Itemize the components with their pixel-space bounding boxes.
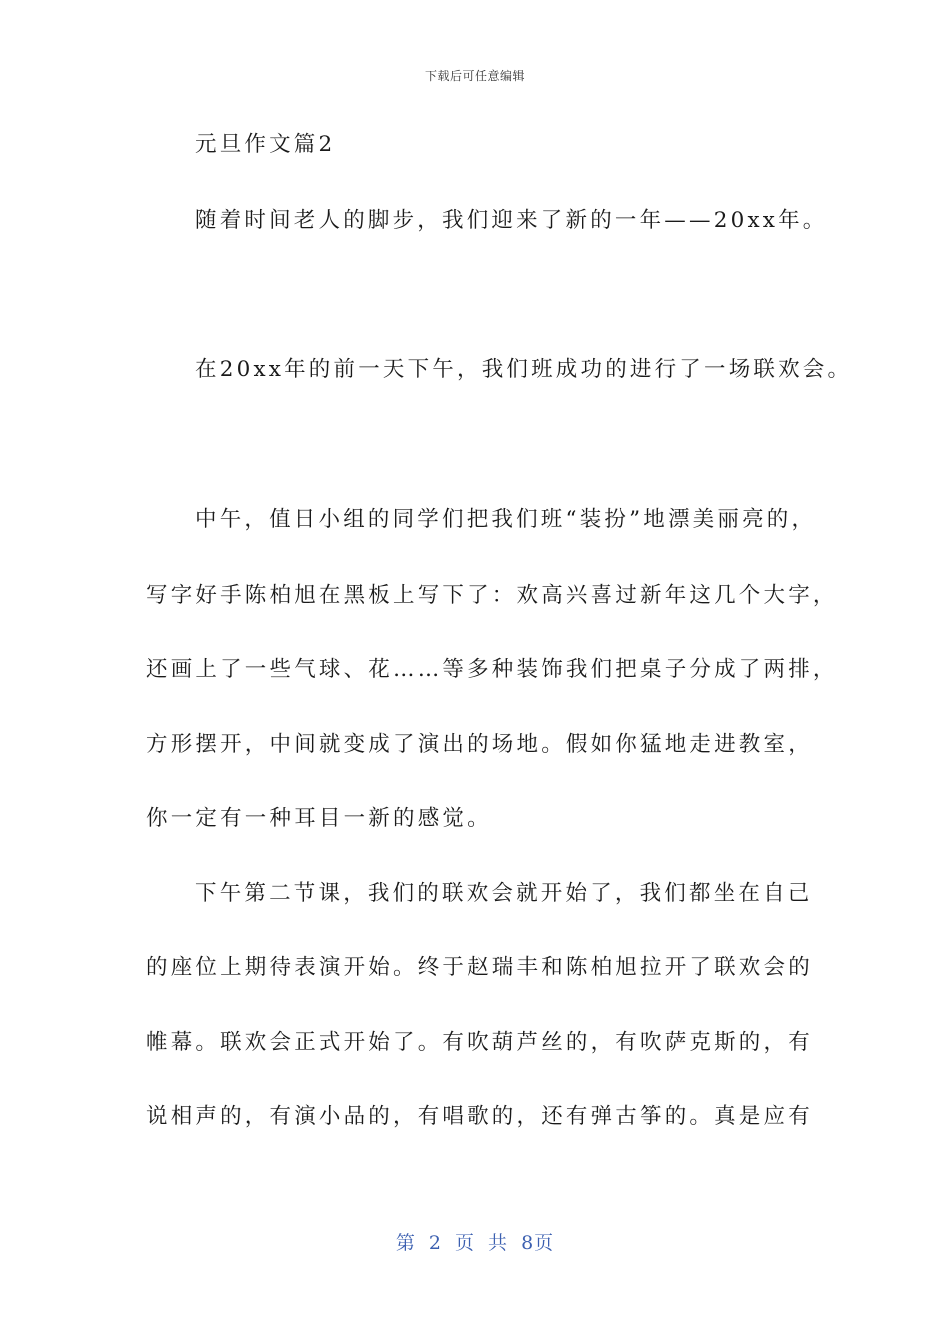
document-heading: 元旦作文篇2 bbox=[195, 132, 336, 157]
header-note: 下载后可任意编辑 bbox=[424, 69, 525, 83]
paragraph-line: 写字好手陈柏旭在黑板上写下了：欢高兴喜过新年这几个大字， bbox=[146, 583, 838, 608]
paragraph-line: 在20xx年的前一天下午，我们班成功的进行了一场联欢会。 bbox=[195, 357, 853, 382]
paragraph-line: 随着时间老人的脚步，我们迎来了新的一年——20xx年。 bbox=[195, 208, 828, 233]
paragraph-line: 说相声的，有演小品的，有唱歌的，还有弹古筝的。真是应有 bbox=[146, 1104, 813, 1129]
page-number-footer: 第 2 页 共 8页 bbox=[395, 1232, 555, 1254]
paragraph-line: 你一定有一种耳目一新的感觉。 bbox=[146, 806, 492, 831]
paragraph-line: 还画上了一些气球、花……等多种装饰我们把桌子分成了两排， bbox=[146, 657, 838, 682]
paragraph-line: 方形摆开，中间就变成了演出的场地。假如你猛地走进教室， bbox=[146, 732, 813, 757]
paragraph-line: 下午第二节课，我们的联欢会就开始了，我们都坐在自己 bbox=[195, 881, 813, 906]
paragraph-line: 的座位上期待表演开始。终于赵瑞丰和陈柏旭拉开了联欢会的 bbox=[146, 955, 813, 980]
paragraph-line: 中午，值日小组的同学们把我们班“装扮”地漂美丽亮的， bbox=[195, 507, 817, 532]
paragraph-line: 帷幕。联欢会正式开始了。有吹葫芦丝的，有吹萨克斯的，有 bbox=[146, 1030, 813, 1055]
